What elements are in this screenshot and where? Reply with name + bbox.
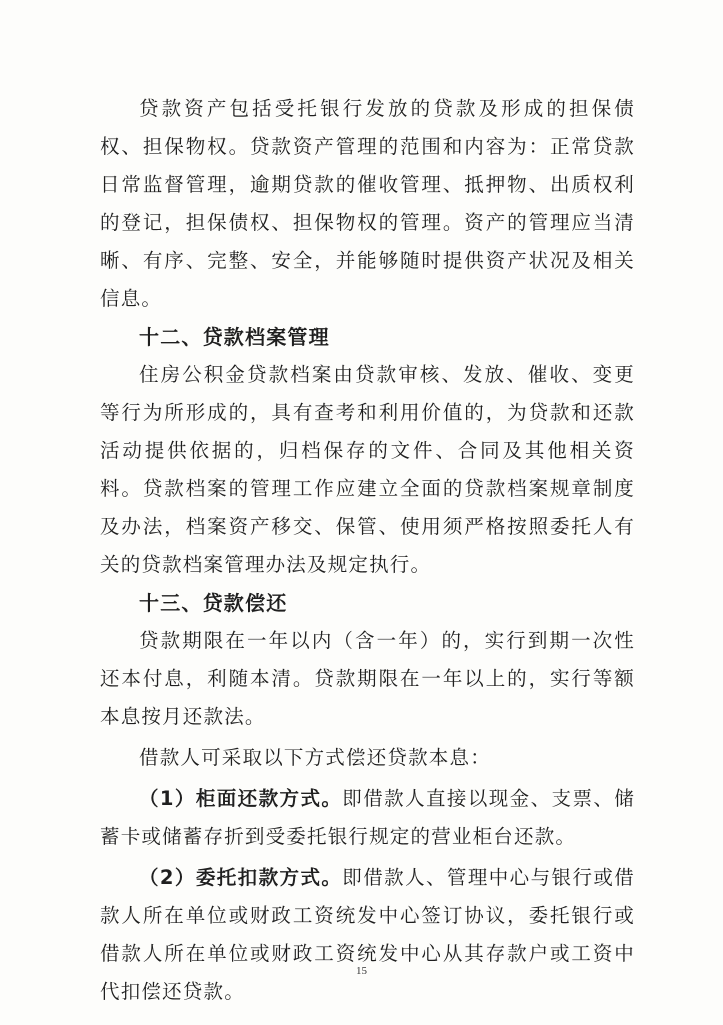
section-heading-loan-repayment: 十三、贷款偿还: [139, 591, 288, 615]
paragraph-loan-assets: 贷款资产包括受托银行发放的贷款及形成的担保债权、担保物权。贷款资产管理的范围和内容为：正常贷款日常监督管理，逾期贷款的催收管理、抵押物、出质权利的登记，担保债权、担保物权的管理。资产的管理应当清晰、有序、完整、安全，并能够随时提供资产状况及相关信息。: [100, 97, 635, 310]
document-body: [100, 90, 635, 1011]
paragraph-loan-term: 贷款期限在一年以内（含一年）的，实行到期一次性还本付息，利随本清。贷款期限在一年以上的，实行等额本息按月还款法。: [100, 629, 635, 728]
counter-repayment-lead: （1）柜面还款方式。: [139, 787, 343, 810]
entrusted-deduction-text: 即借款人、管理中心与银行或借款人所在单位或财政工资统发中心签订协议，委托银行或借款人所在单位或财政工资统发中心从其存款户或工资中代扣偿还贷款。: [100, 866, 635, 1003]
entrusted-deduction-lead: （2）委托扣款方式。: [139, 866, 343, 889]
section-heading-loan-archives: 十二、贷款档案管理: [139, 325, 330, 349]
paragraph-counter-repayment: [100, 780, 635, 856]
paragraph-repayment-methods-intro: 借款人可采取以下方式偿还贷款本息：: [139, 746, 491, 769]
page-number: 15: [356, 965, 367, 977]
paragraph-entrusted-deduction: [100, 859, 635, 1011]
counter-repayment-text: 即借款人直接以现金、支票、储蓄卡或储蓄存折到受委托银行规定的营业柜台还款。: [100, 787, 635, 848]
paragraph-loan-archives: 住房公积金贷款档案由贷款审核、发放、催收、变更等行为所形成的，具有查考和利用价值的，为贷款和还款活动提供依据的，归档保存的文件、合同及其他相关资料。贷款档案的管理工作应建立全面的贷款档案规章制度及办法，档案资产移交、保管、使用须严格按照委托人有关的贷款档案管理办法及规定执行。: [100, 363, 635, 576]
